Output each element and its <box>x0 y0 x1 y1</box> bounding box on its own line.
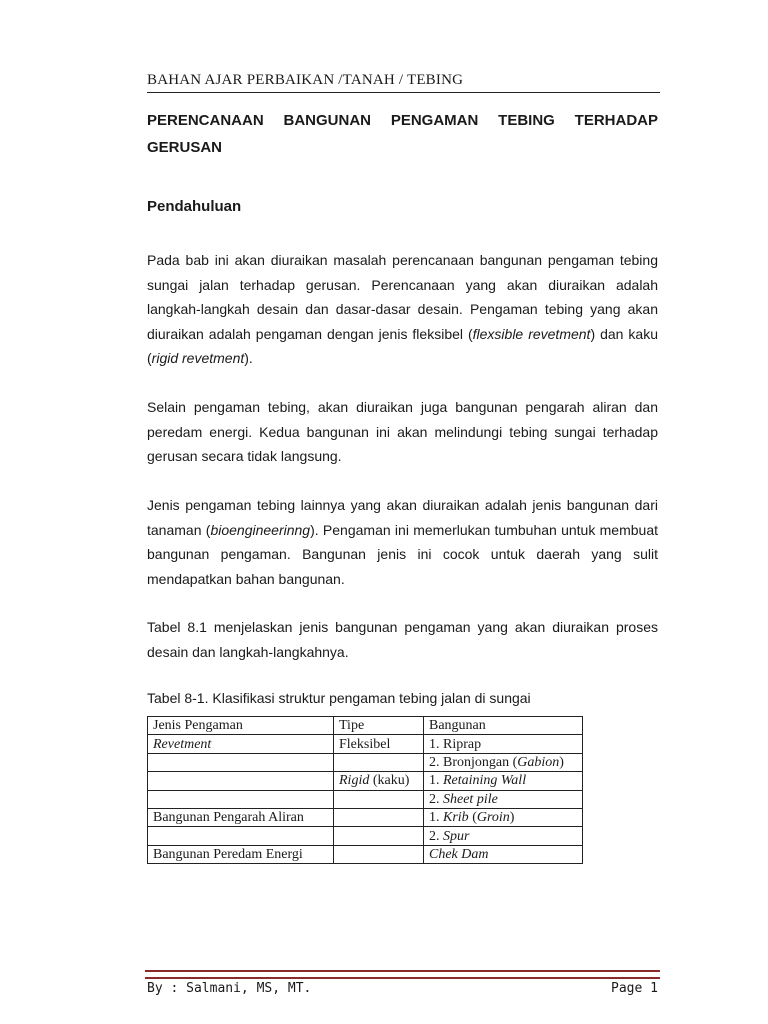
cell-bangunan <box>424 827 583 845</box>
table-row <box>148 772 583 790</box>
section-heading: Pendahuluan <box>147 198 242 215</box>
chapter-title: PERENCANAAN BANGUNAN PENGAMAN TEBING TERHADAP GERUSAN <box>147 112 658 156</box>
bangunan-italic: Sheet pile <box>443 791 498 807</box>
paragraph-italic-term: flexsible revetment <box>472 325 591 342</box>
paragraph-text: Jenis pengaman tebing lainnya yang akan diuraikan adalah jenis bangunan dari tanaman ( <box>147 497 658 538</box>
cell-bangunan <box>424 790 583 808</box>
cell-tipe <box>334 845 424 863</box>
cell-bangunan: Chek Dam <box>424 845 583 863</box>
cell-tipe <box>334 827 424 845</box>
cell-tipe <box>334 772 424 790</box>
paragraph-italic-term: bioengineerinng <box>210 521 311 538</box>
bangunan-number: 1. <box>429 773 443 789</box>
cell-bangunan <box>424 772 583 790</box>
table-row <box>148 827 583 845</box>
bangunan-number: 1. <box>429 810 443 826</box>
bangunan-number: 2. <box>429 791 443 807</box>
cell-tipe <box>334 808 424 826</box>
header-cell-bangunan: Bangunan <box>424 717 583 735</box>
header-cell-jenis: Jenis Pengaman <box>148 717 334 735</box>
bangunan-text: ( <box>468 810 477 826</box>
cell-tipe <box>334 790 424 808</box>
paragraph-table-intro: Tabel 8.1 menjelaskan jenis bangunan pengaman yang akan diuraikan proses desain dan langkah-langkahnya. <box>147 619 658 660</box>
cell-jenis: Bangunan Pengarah Aliran <box>148 808 334 826</box>
cell-jenis <box>148 772 334 790</box>
paragraph-text: Pada bab ini akan diuraikan masalah perencanaan bangunan pengaman tebing sungai jalan terhadap gerusan. Perencanaan yang akan diuraikan adalah langkah-langkah desain dan dasar-dasar desain. Pengaman tebing yang akan diuraikan adalah pengaman dengan jenis fleksibel ( <box>147 252 658 342</box>
running-header: BAHAN AJAR PERBAIKAN /TANAH / TEBING <box>147 72 660 93</box>
cell-bangunan <box>424 735 583 753</box>
tipe-text: (kaku) <box>369 773 410 789</box>
table-row <box>148 735 583 753</box>
table-header-row <box>148 717 583 735</box>
cell-jenis <box>148 790 334 808</box>
footer-author: By : Salmani, MS, MT. <box>147 981 312 996</box>
bangunan-italic: Groin <box>476 810 510 826</box>
bangunan-italic: Retaining Wall <box>443 773 527 789</box>
paragraph-text: ). <box>244 350 253 366</box>
cell-tipe: Fleksibel <box>334 735 424 753</box>
bangunan-number: 2. <box>429 828 443 844</box>
table-row <box>148 790 583 808</box>
cell-tipe <box>334 753 424 771</box>
bangunan-text: 2. Bronjongan ( <box>429 754 518 770</box>
paragraph-italic-term: rigid revetment <box>151 350 245 366</box>
paragraph-structures: Selain pengaman tebing, akan diuraikan juga bangunan pengarah aliran dan peredam energi. Kedua bangunan ini akan melindungi tebing sungai terhadap gerusan secara tidak langsung. <box>147 399 658 464</box>
paragraph-text: ) dan kaku ( <box>147 325 659 366</box>
bangunan-text: ) <box>559 754 564 770</box>
cell-bangunan <box>424 753 583 771</box>
bangunan-italic: Krib <box>443 810 469 826</box>
bangunan-italic: Spur <box>443 828 470 844</box>
paragraph-text: ). Pengaman ini memerlukan tumbuhan untuk membuat bangunan pengaman. Bangunan jenis ini cocok untuk daerah yang sulit mendapatkan bahan bangunan. <box>147 521 658 587</box>
paragraph-intro <box>147 248 658 371</box>
table-row <box>148 753 583 771</box>
table-row <box>148 845 583 863</box>
cell-jenis <box>148 753 334 771</box>
tipe-italic: Rigid <box>339 773 370 789</box>
classification-table <box>147 716 583 864</box>
footer-page-number: Page 1 <box>611 981 658 996</box>
bangunan-italic: Gabion <box>517 754 560 770</box>
header-cell-tipe: Tipe <box>334 717 424 735</box>
cell-bangunan <box>424 808 583 826</box>
footer-rule <box>145 970 660 979</box>
bangunan-text: 1. Riprap <box>429 736 482 752</box>
paragraph-bioengineering <box>147 493 658 591</box>
table-caption: Tabel 8-1. Klasifikasi struktur pengaman tebing jalan di sungai <box>147 690 531 706</box>
table-row <box>148 808 583 826</box>
bangunan-text: ) <box>509 810 515 826</box>
cell-jenis: Revetment <box>148 735 334 753</box>
cell-jenis: Bangunan Peredam Energi <box>148 845 334 863</box>
cell-jenis <box>148 827 334 845</box>
